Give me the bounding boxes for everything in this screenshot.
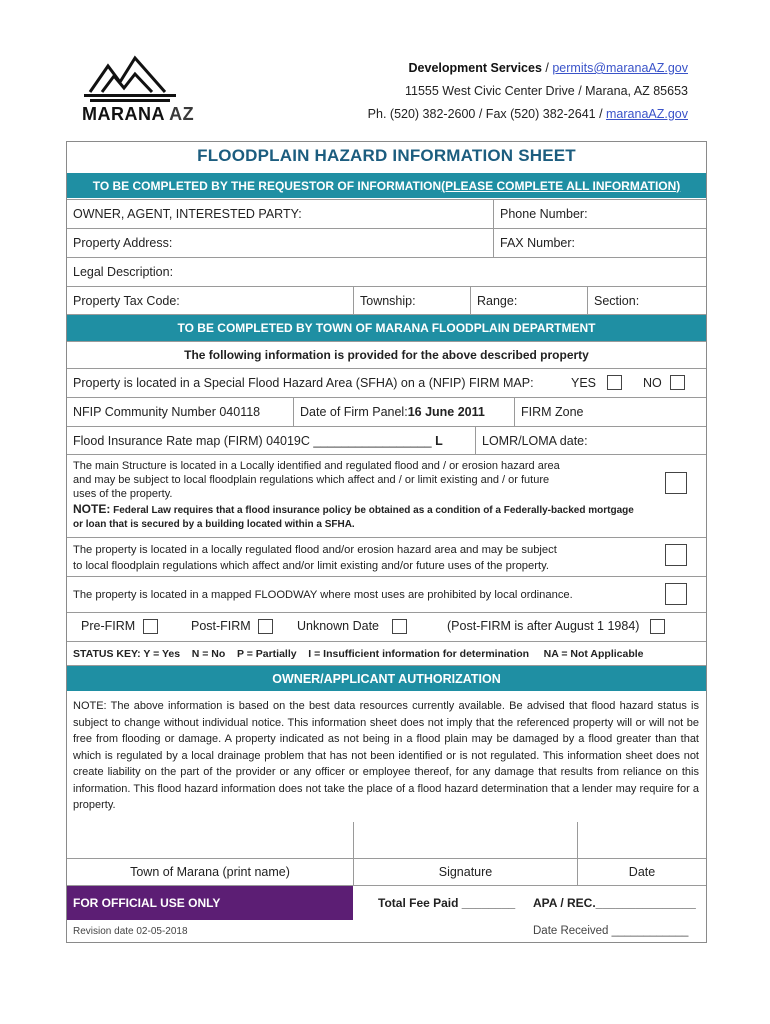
floodway-checkbox[interactable] — [665, 583, 687, 605]
pre-firm-checkbox[interactable] — [143, 619, 158, 634]
row-main-structure — [67, 454, 706, 537]
nfip-community: NFIP Community Number 040118 — [73, 405, 261, 419]
row-revision — [67, 920, 706, 942]
main-structure-checkbox[interactable] — [665, 472, 687, 494]
main-structure-text: The main Structure is located in a Locally identified and regulated flood and / or erosion hazard area and may be subject to local floodplain regulations which affect and / or limit existing and / or future uses of the property. NOTE: Federal Law requires that a flood insurance policy be obtained as a condition of a Federally-backed mortgage or loan that is secured by a building located within a SFHA. — [73, 460, 634, 530]
header-address: 11555 West Civic Center Drive / Marana, AZ 85653 — [404, 84, 688, 98]
row-official — [67, 885, 706, 920]
floodway-text: The property is located in a mapped FLOODWAY where most uses are prohibited by local ordinance. — [73, 588, 573, 601]
tax-code-field[interactable]: Property Tax Code: — [73, 293, 180, 308]
pre-firm-label: Pre-FIRM — [81, 619, 136, 633]
official-use-banner: FOR OFFICIAL USE ONLY — [67, 886, 353, 920]
signature-label: Signature — [353, 859, 577, 885]
post-firm-checkbox[interactable] — [258, 619, 273, 634]
logo-wordmark: MARANA AZ — [82, 104, 195, 124]
dept-label: Development Services — [408, 61, 542, 75]
email-link[interactable]: permits@maranaAZ.gov — [552, 61, 688, 75]
header-phone-fax: Ph. (520) 382-2600 / Fax (520) 382-2641 / maranaAZ.gov — [367, 107, 688, 121]
row-floodway — [67, 576, 706, 612]
legal-description-field[interactable]: Legal Description: — [73, 265, 174, 279]
firm-panel-date: Date of Firm Panel: 16 June 2011 — [293, 398, 514, 426]
row-owner — [67, 199, 706, 228]
phone-field[interactable]: Phone Number: — [493, 200, 706, 228]
row-nfip — [67, 397, 706, 426]
post-firm-label: Post-FIRM — [191, 619, 251, 633]
sfha-no-label: NO — [643, 376, 662, 390]
sfha-yes-label: YES — [571, 376, 597, 390]
apa-rec-field[interactable]: APA / REC._______________ — [533, 896, 696, 910]
requestor-banner: TO BE COMPLETED BY THE REQUESTOR OF INFORMATION (PLEASE COMPLETE ALL INFORMATION) — [67, 173, 706, 198]
section-field[interactable]: Section: — [587, 287, 706, 314]
sfha-yes-checkbox[interactable] — [607, 375, 622, 390]
sfha-label: Property is located in a Special Flood Hazard Area (SFHA) on a (NFIP) FIRM MAP: — [73, 376, 534, 390]
post-firm-note-checkbox[interactable] — [650, 619, 665, 634]
date-received-field[interactable]: Date Received ____________ — [533, 925, 689, 937]
owner-field[interactable]: OWNER, AGENT, INTERESTED PARTY: — [73, 207, 302, 221]
township-field[interactable]: Township: — [353, 287, 470, 314]
disclaimer-text: NOTE: The above information is based on the best data resources currently available. Be advised that flood hazard status is subject to change without individual notice. This information sheet does not imply that the referenced property will or will not be free from flooding or damage. A property indicated as not being in a flood plain may be damaged by a flood greater than that which is regulated by a local drainage problem that has not been identified or is not regulated. This information sheet does not create liability on the part of the provider or any officer or employee thereof, for any damage that results from reliance on this information. This flood hazard information does not take the place of a flood hazard determination that a lender may require for a property. — [73, 700, 699, 811]
local-regulated-checkbox[interactable] — [665, 544, 687, 566]
lomr-date[interactable]: LOMR/LOMA date: — [475, 427, 706, 454]
row-disclaimer — [67, 691, 706, 818]
row-sfha — [67, 368, 706, 397]
row-local-regulated — [67, 537, 706, 576]
unknown-date-checkbox[interactable] — [392, 619, 407, 634]
row-tax — [67, 286, 706, 314]
total-fee-field[interactable]: Total Fee Paid ________ — [378, 896, 516, 910]
firm-map-number[interactable]: Flood Insurance Rate map (FIRM) 04019C _________________ L — [73, 433, 443, 448]
firm-zone[interactable]: FIRM Zone — [514, 398, 706, 426]
auth-banner: OWNER/APPLICANT AUTHORIZATION — [67, 665, 706, 691]
website-link[interactable]: maranaAZ.gov — [606, 107, 688, 121]
row-firm-map — [67, 426, 706, 454]
fax-field[interactable]: FAX Number: — [493, 229, 706, 257]
dept-banner: TO BE COMPLETED BY TOWN OF MARANA FLOODPLAIN DEPARTMENT — [67, 314, 706, 341]
post-firm-note: (Post-FIRM is after August 1 1984) — [447, 619, 640, 633]
header-dept-line: Development Services / permits@maranaAZ.gov — [408, 61, 688, 75]
range-field[interactable]: Range: — [470, 287, 587, 314]
local-regulated-text: The property is located in a locally regulated flood and/or erosion hazard area and may be subject to local floodplain regulations which affect and/or limit existing and/or future uses of the property. — [73, 544, 557, 572]
revision-date: Revision date 02-05-2018 — [73, 925, 188, 937]
floodplain-form — [66, 141, 707, 943]
row-legal — [67, 257, 706, 286]
unknown-date-label: Unknown Date — [297, 619, 379, 633]
row-firm-status — [67, 612, 706, 641]
property-address-field[interactable]: Property Address: — [73, 236, 173, 250]
sfha-no-checkbox[interactable] — [670, 375, 685, 390]
print-name-label: Town of Marana (print name) — [130, 865, 290, 879]
date-label: Date — [577, 859, 706, 885]
form-title: FLOODPLAIN HAZARD INFORMATION SHEET — [197, 146, 576, 165]
status-key: STATUS KEY: Y = Yes N = No P = Partially I = Insufficient information for determination NA = Not Applicable — [67, 641, 706, 665]
row-signature-labels — [67, 858, 706, 885]
row-address — [67, 228, 706, 257]
provided-line: The following information is provided for the above described property — [67, 341, 706, 368]
